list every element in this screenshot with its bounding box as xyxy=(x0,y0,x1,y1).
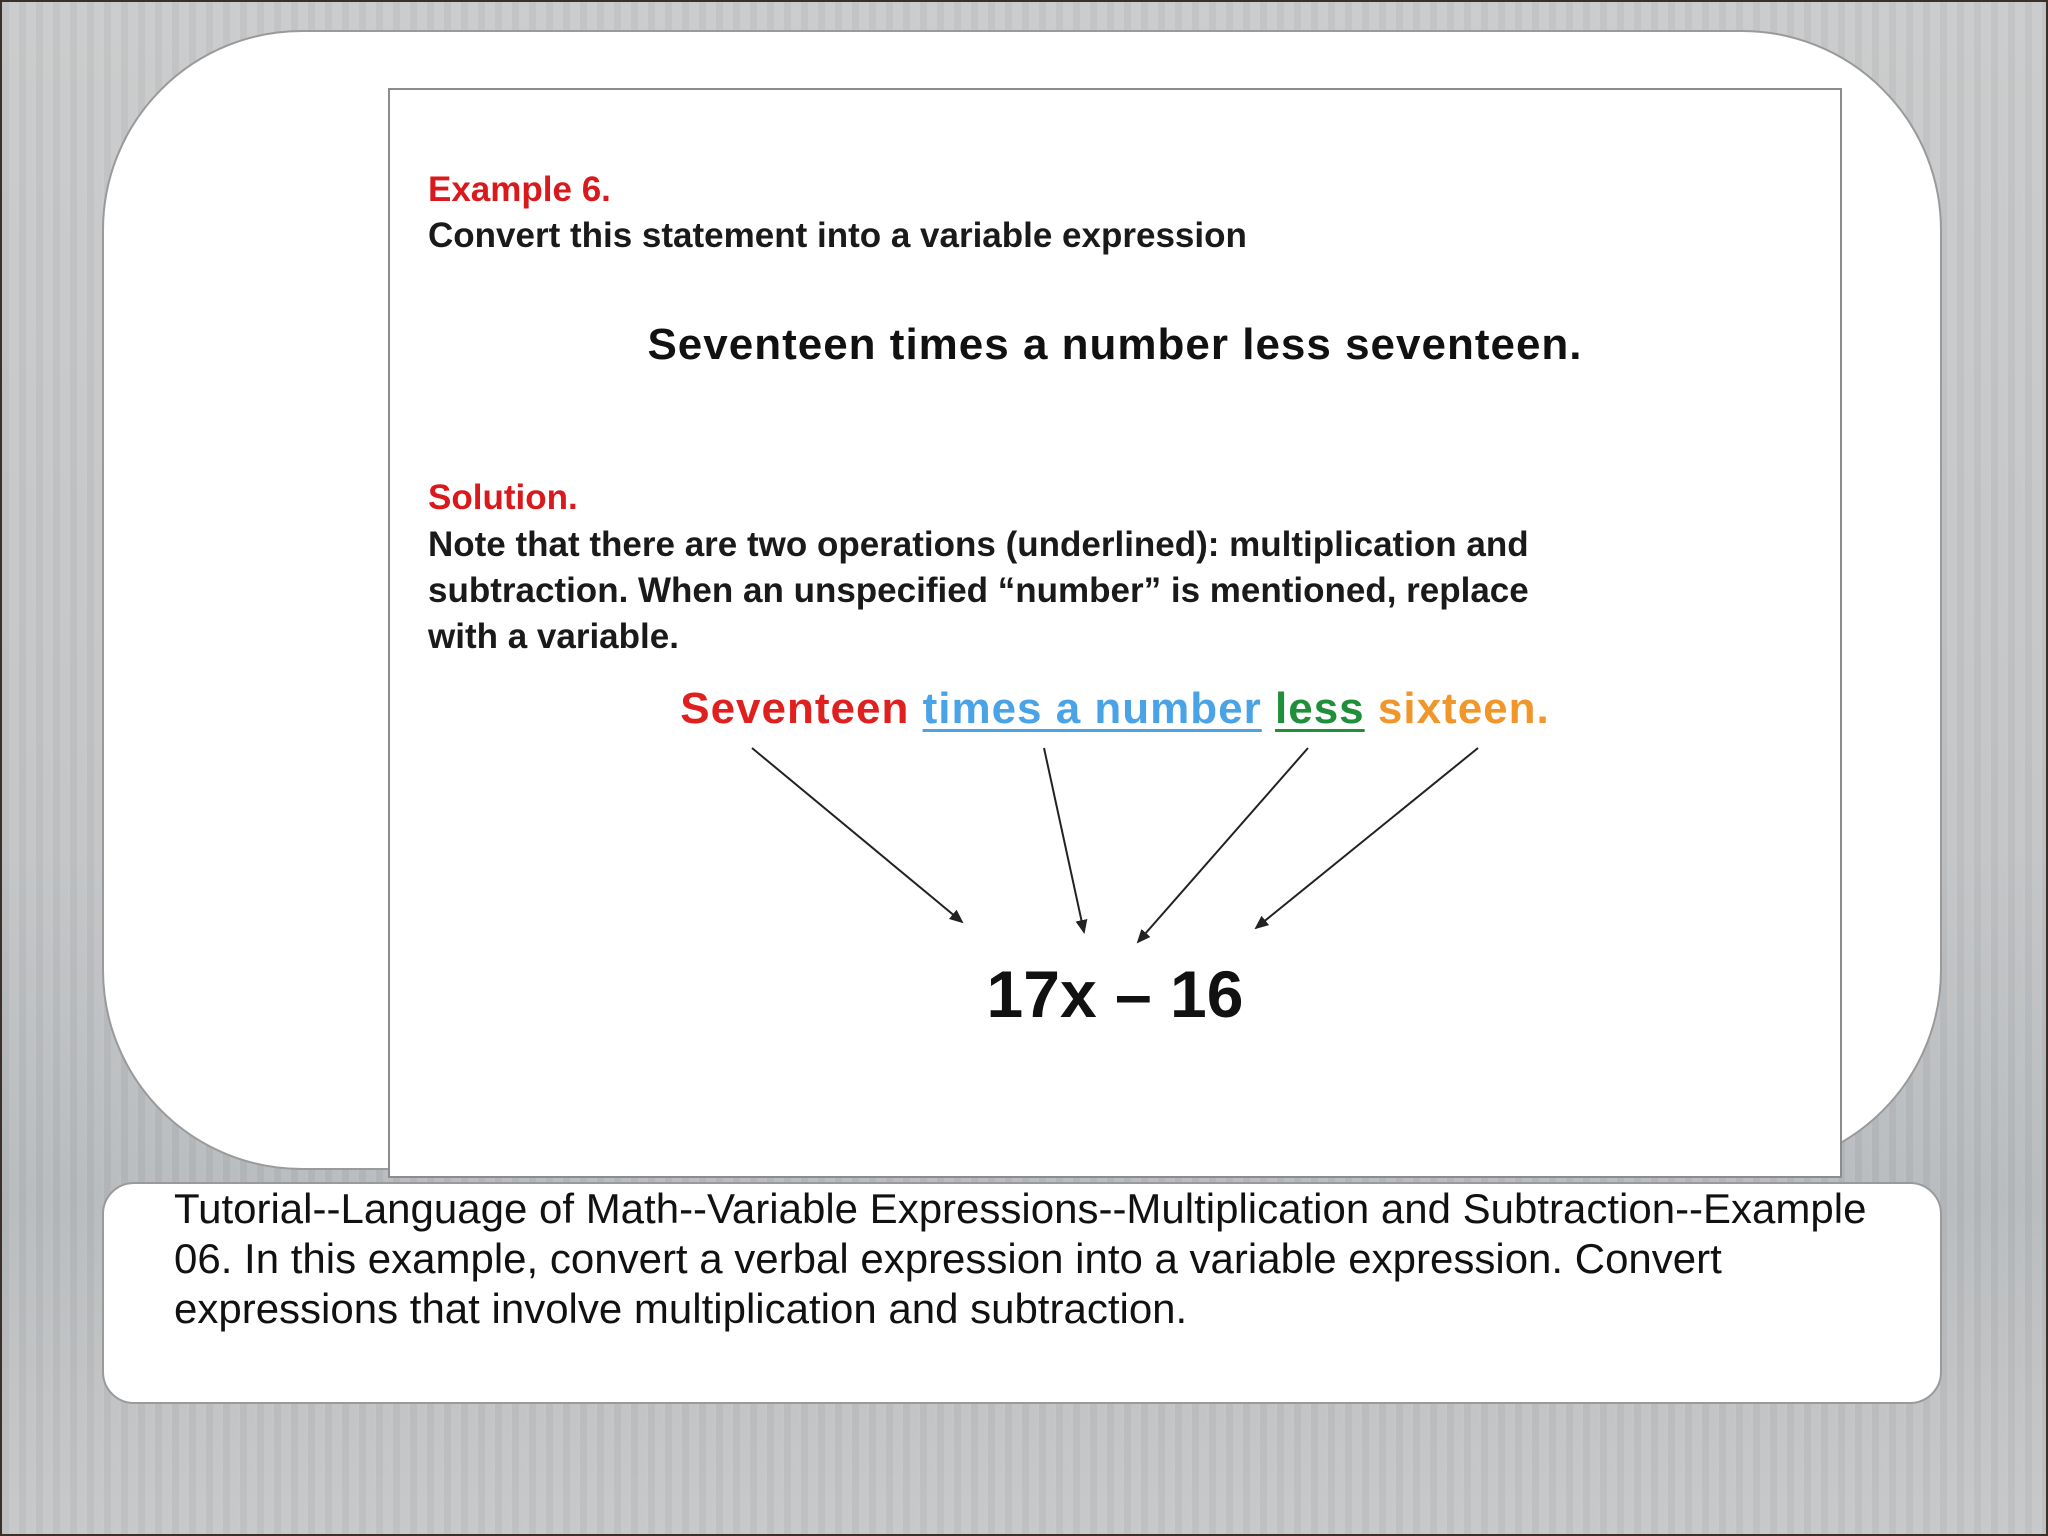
solution-text: Note that there are two operations (underlined): multiplication and subtraction. When an unspecified “number” is mentioned, replace with a variable. xyxy=(428,525,1529,656)
variable-expression: 17x – 16 xyxy=(986,957,1244,1031)
solution-title: Solution. xyxy=(428,478,578,517)
arrow-sixteen xyxy=(1256,748,1478,928)
arrow-times-a-number xyxy=(1044,748,1084,932)
colored-statement xyxy=(390,684,1840,734)
statement-part-seventeen: Seventeen xyxy=(680,684,910,733)
arrow-seventeen xyxy=(752,748,962,922)
caption-panel xyxy=(102,1182,1942,1404)
lesson-slide xyxy=(388,88,1842,1178)
statement-part-sixteen: sixteen. xyxy=(1377,684,1550,733)
example-title: Example 6. xyxy=(428,170,611,209)
statement-part-times-a-number: times a number xyxy=(922,684,1262,733)
arrow-less xyxy=(1138,748,1308,942)
verbal-statement: Seventeen times a number less seventeen. xyxy=(647,320,1583,369)
slide-panel xyxy=(102,30,1942,1170)
example-instruction: Convert this statement into a variable expression xyxy=(428,216,1247,255)
statement-part-less: less xyxy=(1275,684,1365,733)
video-caption: Tutorial--Language of Math--Variable Expressions--Multiplication and Subtraction--Example 06. In this example, convert a verbal expression into a variable expression. Convert expressions that involve multiplication and subtraction. xyxy=(174,1185,1867,1332)
